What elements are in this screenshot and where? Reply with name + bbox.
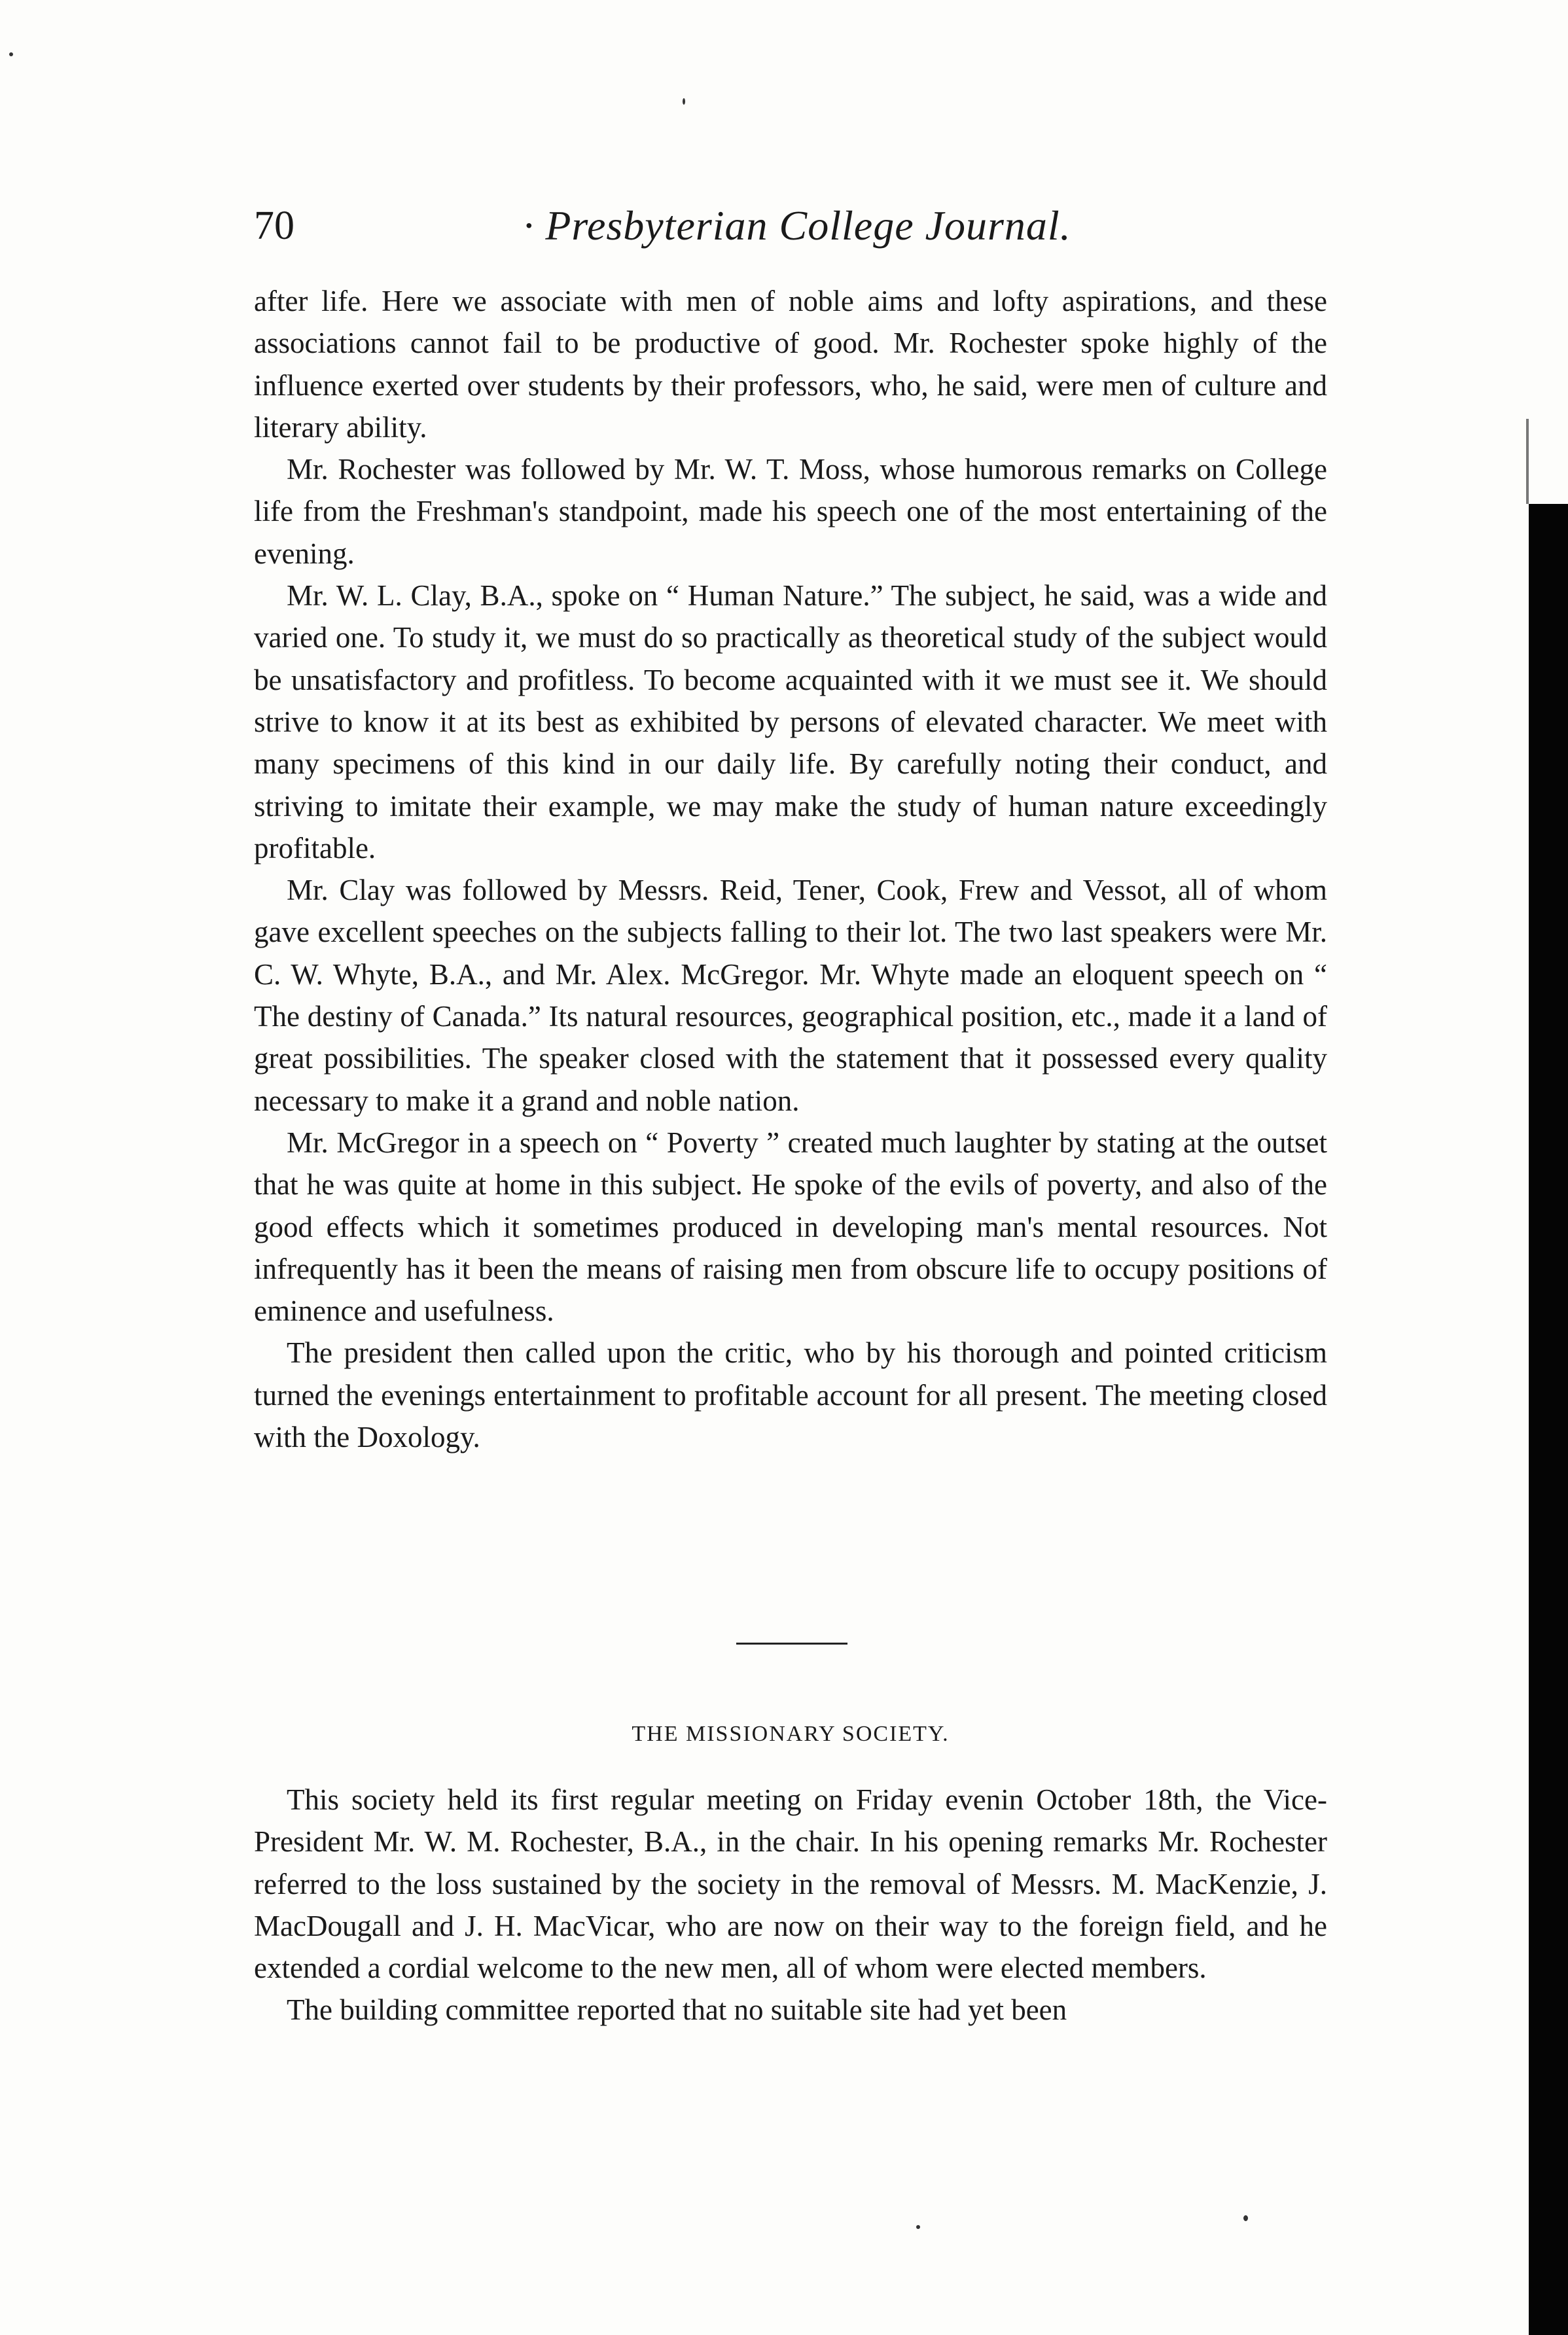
scan-speck: [1243, 2215, 1248, 2221]
paragraph: Mr. McGregor in a speech on “ Poverty ” created much laughter by stating at the outset that he was quite at home in this subject. He spoke of the evils of poverty, and also of the good effects which it sometimes produced in developing man's mental resources. Not infrequently has it been the means of raising men from obscure life to occupy positions of eminence and usefulness.: [254, 1126, 1327, 1328]
paragraph: Mr. W. L. Clay, B.A., spoke on “ Human Nature.” The subject, he said, was a wide and varied one. To study it, we must do so practically as theoretical study of the subject would be unsatisfactory and profitless. To become acquainted with it we must see it. We should strive to know it at its best as exhibited by persons of elevated character. We meet with many specimens of this kind in our daily life. By carefully noting their conduct, and striving to imitate their example, we may make the study of human nature exceedingly profitable.: [254, 579, 1327, 864]
paragraph: Mr. Clay was followed by Messrs. Reid, Tener, Cook, Frew and Vessot, all of whom gave excellent speeches on the subjects falling to their lot. The two last speakers were Mr. C. W. Whyte, B.A., and Mr. Alex. McGregor. Mr. Whyte made an eloquent speech on “ The destiny of Canada.” Its natural resources, geographical position, etc., made it a land of great possibilities. The speaker closed with the statement that it possessed every quality necessary to make it a grand and noble nation.: [254, 874, 1327, 1117]
running-title: · Presbyterian College Journal.: [523, 202, 1071, 249]
paragraph: after life. Here we associate with men of noble aims and lofty aspirations, and these associations cannot fail to be productive of good. Mr. Rochester spoke highly of the influence exerted over students by their professors, who, he said, were men of culture and literary ability.: [254, 285, 1327, 444]
section-body: [254, 1779, 1327, 2031]
paragraph: The building committee reported that no suitable site had yet been: [287, 1993, 1067, 2027]
scan-speck: [9, 52, 13, 56]
scan-speck: [916, 2225, 920, 2229]
article-body: [254, 280, 1327, 1458]
paragraph: This society held its first regular meeting on Friday evenin October 18th, the Vice-President Mr. W. M. Rochester, B.A., in the chair. In his opening remarks Mr. Rochester referred to the loss sustained by the society in the removal of Messrs. M. MacKenzie, J. MacDougall and J. H. MacVicar, who are now on their way to the foreign field, and he extended a cordial welcome to the new men, all of whom were elected members.: [254, 1783, 1327, 1985]
section-divider: [736, 1643, 847, 1645]
scan-edge: [1529, 504, 1568, 2335]
paragraph: Mr. Rochester was followed by Mr. W. T. Moss, whose humorous remarks on College life from the Freshman's standpoint, made his speech one of the most entertaining of the evening.: [254, 453, 1327, 570]
scan-speck: [683, 98, 685, 105]
page-header: [254, 196, 1327, 255]
section-heading: THE MISSIONARY SOCIETY.: [632, 1722, 950, 1746]
page-number: 70: [254, 204, 294, 248]
paragraph: The president then called upon the critic, who by his thorough and pointed criticism turned the evenings entertainment to profitable account for all present. The meeting closed with the Doxology.: [254, 1336, 1327, 1454]
scan-edge-shadow: [1526, 419, 1529, 504]
